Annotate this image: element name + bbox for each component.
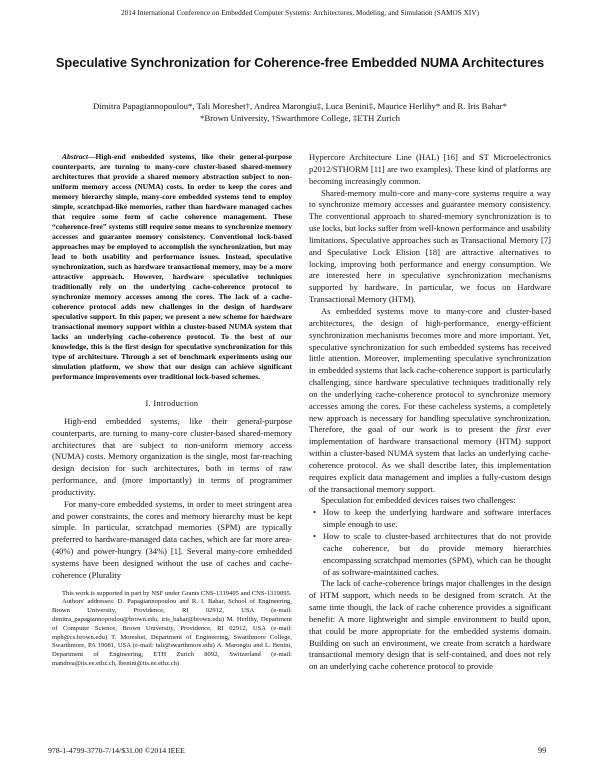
emphasis-first-ever: first ever	[516, 424, 551, 435]
section-heading-introduction: I. Introduction	[145, 399, 199, 408]
list-item: • How to scale to cluster-based architectures that do not provide cache coherence, but do provide memory hierarchies encompassing scratchpad memories (SPM), which can be thought of as software-maintained caches.	[323, 531, 551, 578]
affiliations: *Brown University, †Swarthmore College, ‡ETH Zurich	[199, 113, 400, 123]
abstract	[52, 152, 292, 382]
right-paragraph-2b: implementation of hardware transactional memory (HTM) support within a cluster-based NUMA system that lacks an underlying cache-coherence protocol. As we shall describe later, this implementation requires explicit data management and implies a fully-custom design of the transactional memory support.	[309, 436, 551, 494]
right-paragraph-4: The lack of cache-coherence brings major challenges in the design of HTM support, which needs to be designed from scratch. At the same time though, the lack of cache coherence provides a significant benefit: A more lightweight and simple environment to build upon, that could be more appropriate for the embedded systems domain. Building on such an environment, we create from scratch a hardware transactional memory design that is self-contained, and does not rely on an underlying cache coherence protocol to provide	[309, 578, 551, 672]
abstract-label: Abstract	[62, 152, 88, 161]
right-paragraph-1: Shared-memory multi-core and many-core systems require a way to synchronize memory accesses and guarantee memory consistency. The conventional approach to shared-memory synchronization is to use locks, but locks suffer from well-known performance and usability limitations. Speculative approaches such as Transactional Memory [7] and Speculative Lock Elision [18] are attractive alternatives to locking, improving both performance and energy consumption. We are interested here in speculative synchronization mechanisms supported by hardware. In particular, we focus on Hardware Transactional Memory (HTM).	[309, 187, 551, 305]
right-column	[309, 152, 551, 673]
intro-paragraph-2: For many-core embedded systems, in order to meet stringent area and power constraints, the cores and memory hierarchy must be kept simple. In particular, scratchpad memories (SPM) are typically preferred to hardware-managed data caches, which are far more area- (40%) and power-hungry (34%) [1]. Several many-core embedded systems have been designed without the use of caches and cache-coherence (Plurality	[52, 498, 292, 580]
list-item: • How to keep the underlying hardware and software interfaces simple enough to use.	[323, 507, 551, 531]
right-paragraph-2a: As embedded systems move to many-core and cluster-based architectures, the design of high-performance, energy-efficient synchronization mechanisms becomes more and more important. Yet, speculative synchronization for such embedded systems has received little attention. Moreover, implementing speculative synchronization in embedded systems that lack cache-coherence support is particularly challenging, since hardware speculative techniques traditionally rely on the underlying cache-coherence protocol to synchronize memory accesses among the cores. For these cacheless systems, a completely new approach is necessary for handling speculative synchronization. Therefore, the goal of our work is to present the	[309, 305, 551, 435]
left-column	[52, 152, 292, 669]
right-paragraph-2	[309, 306, 551, 496]
challenge-list	[309, 507, 551, 578]
paper-title: Speculative Synchronization for Coherence-free Embedded NUMA Architectures	[55, 55, 545, 70]
conference-header: 2014 International Conference on Embedded Computer Systems: Architectures, Modeling, and Simulation (SAMOS XIV)	[120, 9, 480, 17]
right-paragraph-0: Hypercore Architecture Line (HAL) [16] and ST Microelectronics p2012/STHORM [11] are two examples). These kind of platforms are becoming increasingly common.	[309, 152, 551, 186]
footnote-separator	[52, 582, 292, 590]
abstract-text: —High-end embedded systems, like their general-purpose counterparts, are turning to many-core cluster-based shared-memory architectures that provide a shared memory abstraction subject to non-uniform memory access (NUMA) costs. In order to keep the cores and memory hierarchy simple, many-core embedded systems tend to employ simple, scratchpad-like memories, rather than hardware managed caches that require some form of cache coherence management. These “coherence-free” systems still require some means to synchronize memory accesses and guarantee memory consistency. Conventional lock-based approaches may be employed to accomplish the synchronization, but may lead to both usability and performance issues. Instead, speculative synchronization, such as hardware transactional memory, may be a more attractive approach. However, hardware speculative techniques traditionally rely on the underlying cache-coherence protocol to synchronize memory accesses among the cores. The lack of a cache-coherence protocol adds new challenges in the design of hardware speculative support. In this paper, we present a new scheme for hardware transactional memory support within a cluster-based NUMA system that lacks an underlying cache-coherence protocol. To the best of our knowledge, this is the first design for speculative synchronization for this type of architecture. Through a set of benchmark experiments using our simulation platform, we show that our design can achieve significant performance improvements over traditional lock-based schemes.	[52, 152, 292, 381]
author-list: Dimitra Papagiannopoulou*, Tali Moreshet†, Andrea Marongiu‡, Luca Benini‡, Maurice Herlihy* and R. Iris Bahar*	[92, 101, 508, 111]
intro-paragraph-1: High-end embedded systems, like their general-purpose counterparts, are turning to many-core cluster-based shared-memory architectures that are subject to non-uniform memory access (NUMA) costs. Memory organization is the single, most far-reaching design decision for such architectures, both in terms of raw performance, and (more importantly) in terms of programmer productivity.	[52, 415, 292, 497]
right-paragraph-3: Speculation for embedded devices raises two challenges:	[321, 495, 516, 506]
page-number: 99	[538, 746, 547, 755]
isbn-line: 978-1-4799-3770-7/14/$31.00 ©2014 IEEE	[48, 746, 185, 755]
footnote-addresses: Authors' addresses: D. Papagiannopoulou and R. I. Bahar, School of Engineering, Brown University, Providence, RI 02912, USA (e-mail: dimitra_papagiannopoulou@brown.edu, iris_bahar@brown.edu) M. Herlihy, Department of Computer Science, Brown University, Providence, RI 02912, USA (e-mail: mph@cs.brown.edu) T. Moreshet, Department of Engineering, Swarthmore College, Swarthmore, PA 19081, USA (e-mail: tali@swarthmore.edu) A. Marongiu and L. Benini, Department of Engineering, ETH Zurich 8092, Switzerland (e-mail: mandrea@iis.ee.ethz.ch, lbenini@iis.ee.ethz.ch)	[52, 598, 292, 668]
footnote-support: This work is supported in part by NSF under Grants CNS-1319495 and CNS-1319095.	[62, 589, 292, 597]
